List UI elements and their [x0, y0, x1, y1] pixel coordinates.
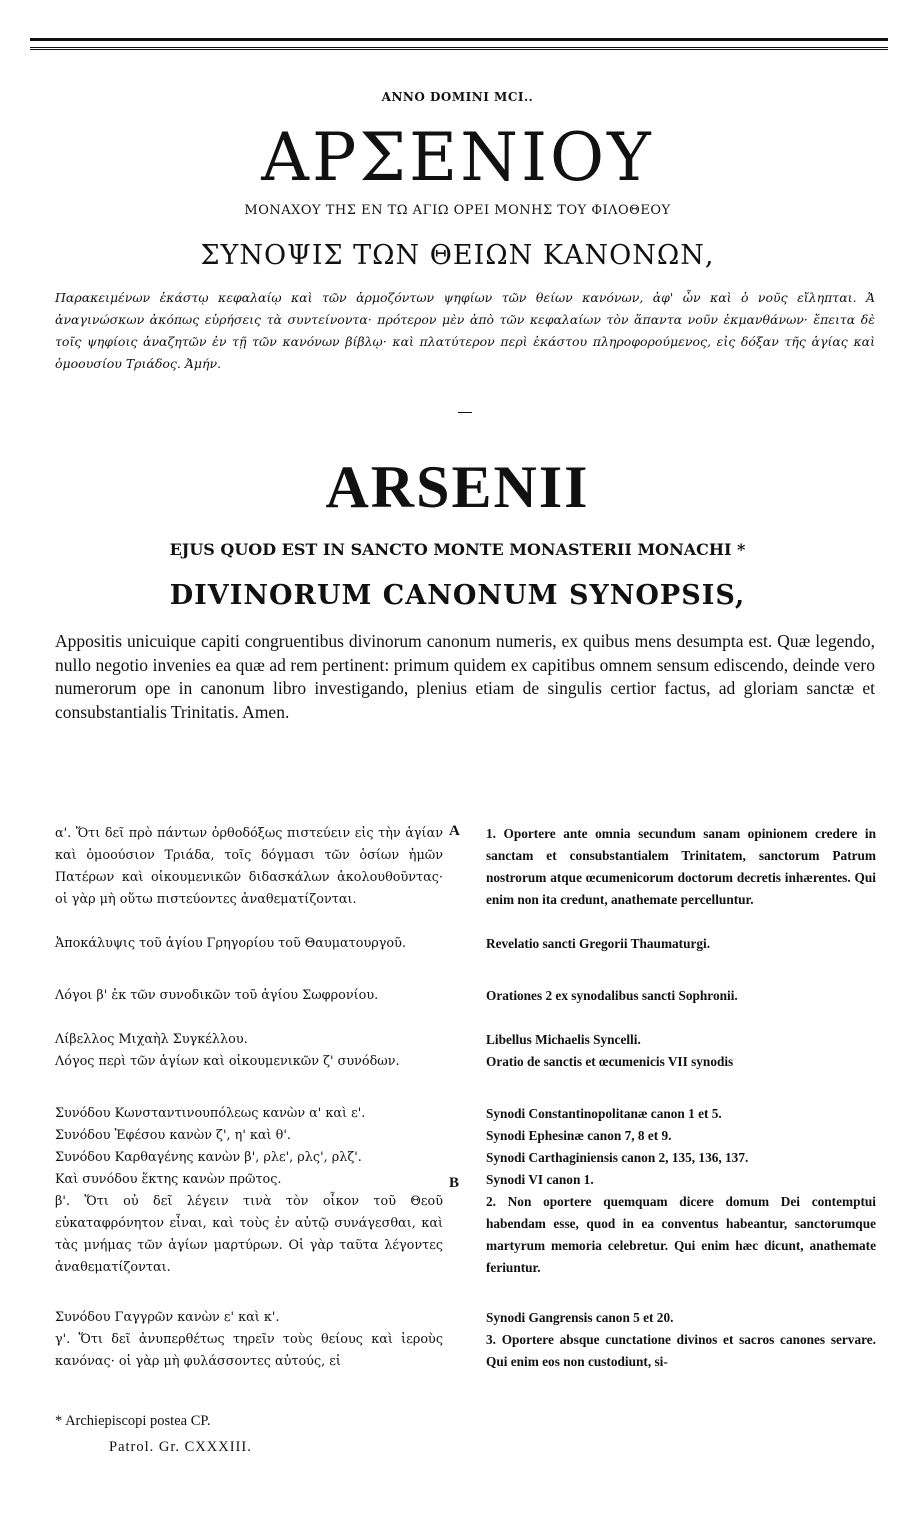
greek-entry: β'. Ὅτι οὐ δεῖ λέγειν τινὰ τὸν οἶκον τοῦ Θεοῦ εὐκαταφρόνητον εἶναι, καὶ τοὺς ἐν αὐτῷ συνάγεσθαι, καὶ τὰς μνήμας τῶν ἁγίων μαρτύρων. Οἱ γὰρ ταῦτα λέγοντες ἀναθεματίζονται. — [55, 1194, 443, 1275]
greek-subtitle-synopsis: ΣΥΝΟΨΙΣ ΤΩΝ ΘΕΙΩΝ ΚΑΝΟΝΩΝ, — [200, 240, 715, 271]
anno-domini-heading: ANNO DOMINI MCI.. — [381, 90, 534, 104]
latin-entry: Revelatio sancti Gregorii Thaumaturgi. — [486, 936, 711, 951]
greek-entry: Λόγοι β' ἐκ τῶν συνοδικῶν τοῦ ἁγίου Σωφρονίου. — [55, 988, 379, 1003]
latin-entry: Oratio de sanctis et œcumenicis VII synodis — [486, 1054, 734, 1069]
greek-entry: Καὶ συνόδου ἕκτης κανὼν πρῶτος. — [55, 1172, 282, 1187]
top-thin-rule — [30, 49, 888, 50]
greek-entry: Ἀποκάλυψις τοῦ ἁγίου Γρηγορίου τοῦ Θαυματουργοῦ. — [55, 936, 406, 951]
column-marker-a: A — [449, 823, 460, 839]
greek-title: ΑΡΣΕΝΙΟΥ — [261, 119, 654, 196]
latin-entry: Orationes 2 ex synodalibus sancti Sophronii. — [486, 988, 738, 1003]
latin-entry: Libellus Michaelis Syncelli. — [486, 1032, 641, 1047]
latin-entry: Synodi Carthaginiensis canon 2, 135, 136, 137. — [486, 1150, 749, 1165]
greek-entry: Συνόδου Γαγγρῶν κανὼν ε' καὶ κ'. — [55, 1310, 280, 1325]
latin-entry: 1. Oportere ante omnia secundum sanam opinionem credere in sanctam et consubstantialem Trinitatem, sanctorum Patrum nostrorum atque œcumenicorum doctorum decretis inhærentes. Qui enim non ita credunt, anathemate percelluntur. — [486, 826, 876, 907]
latin-entry: Synodi VI canon 1. — [486, 1172, 594, 1187]
greek-column — [55, 823, 443, 1373]
greek-entry: Συνόδου Καρθαγένης κανὼν β', ρλε', ρλς', ρλζ'. — [55, 1150, 362, 1165]
greek-entry: Συνόδου Κωνσταντινουπόλεως κανὼν α' καὶ ε'. — [55, 1106, 366, 1121]
latin-title: ARSENII — [325, 454, 590, 520]
greek-intro-paragraph: Παρακειμένων ἑκάστῳ κεφαλαίῳ καὶ τῶν ἁρμοζόντων ψηφίων τῶν θείων κανόνων, ἀφ' ὧν καὶ ὁ νοῦς εἴληπται. Ἀ ἀναγινώσκων ἀκόπως εὑρήσεις τὰ συντείνοντα· πρότερον μὲν ἀπὸ τῶν κεφαλαίων τὸν ἅπαντα νοῦν ἐκμανθάνων· ἔπειτα δὲ τοῖς ψηφίοις ἀναζητῶν ἐν τῇ τῶν κανόνων βίβλῳ· καὶ πλατύτερον περὶ ἑκάστου πληροφορούμενος, εἰς δόξαν τῆς ἁγίας καὶ ὁμοουσίου Τριάδος. Ἀμήν. — [55, 290, 875, 371]
footnote — [55, 1408, 252, 1460]
latin-entry: Synodi Constantinopolitanæ canon 1 et 5. — [486, 1106, 722, 1121]
latin-subtitle-synopsis: DIVINORUM CANONUM SYNOPSIS, — [169, 580, 746, 611]
greek-entry: Λίβελλος Μιχαὴλ Συγκέλλου. — [55, 1032, 248, 1047]
footnote-line: * Archiepiscopi postea CP. — [55, 1413, 211, 1429]
patrologia-reference: Patrol. Gr. CXXXIII. — [109, 1439, 252, 1455]
latin-entry: Synodi Ephesinæ canon 7, 8 et 9. — [486, 1128, 672, 1143]
greek-entry: γ'. Ὅτι δεῖ ἀνυπερθέτως τηρεῖν τοὺς θείους καὶ ἱεροὺς κανόνας· οἱ γὰρ μὴ φυλάσσοντες αὐτούς, εἰ — [55, 1332, 443, 1369]
top-double-rule — [30, 38, 888, 48]
latin-column — [486, 823, 876, 1373]
section-divider — [458, 412, 472, 413]
column-marker-b: B — [449, 1175, 460, 1191]
greek-entry: Συνόδου Ἐφέσου κανὼν ζ', η' καὶ θ'. — [55, 1128, 291, 1143]
latin-entry: 2. Non oportere quemquam dicere domum Dei contemptui habendam esse, quod in ea conventus habeantur, sanctorumque martyrum memoria celebretur. Qui enim hæc dicunt, anathemate feriuntur. — [486, 1194, 876, 1275]
latin-intro-paragraph: Appositis unicuique capiti congruentibus divinorum canonum numeris, ex quibus mens desumpta est. Quæ legendo, nullo negotio invenies ea quæ ad rem pertinent: primum quidem ex capitibus omnem sensum ediscendo, deinde vero numerorum ope in canonum libro investigando, plenius etiam de singulis certior factus, ad gloriam sanctæ et consubstantialis Trinitatis. Amen. — [55, 631, 875, 722]
greek-entry: α'. Ὅτι δεῖ πρὸ πάντων ὀρθοδόξως πιστεύειν εἰς τὴν ἁγίαν καὶ ὁμοούσιον Τριάδα, τοῖς δόγμασι τῶν ὁσίων ἡμῶν Πατέρων καὶ οἰκουμενικῶν διδασκάλων ἀκολουθοῦντας· οἱ γὰρ μὴ οὕτω πιστεύοντες ἀναθεματίζονται. — [55, 826, 443, 907]
greek-entry: Λόγος περὶ τῶν ἁγίων καὶ οἰκουμενικῶν ζ' συνόδων. — [55, 1054, 400, 1069]
latin-entry: Synodi Gangrensis canon 5 et 20. — [486, 1310, 674, 1325]
latin-entry: 3. Oportere absque cunctatione divinos et sacros canones servare. Qui enim eos non custodiunt, si- — [486, 1332, 876, 1369]
greek-subtitle: ΜΟΝΑΧΟΥ ΤΗΣ ΕΝ ΤΩ ΑΓΙΩ ΟΡΕΙ ΜΟΝΗΣ ΤΟΥ ΦΙΛΟΘΕΟΥ — [244, 203, 671, 218]
latin-subtitle: EJUS QUOD EST IN SANCTO MONTE MONASTERII MONACHI * — [169, 540, 746, 559]
